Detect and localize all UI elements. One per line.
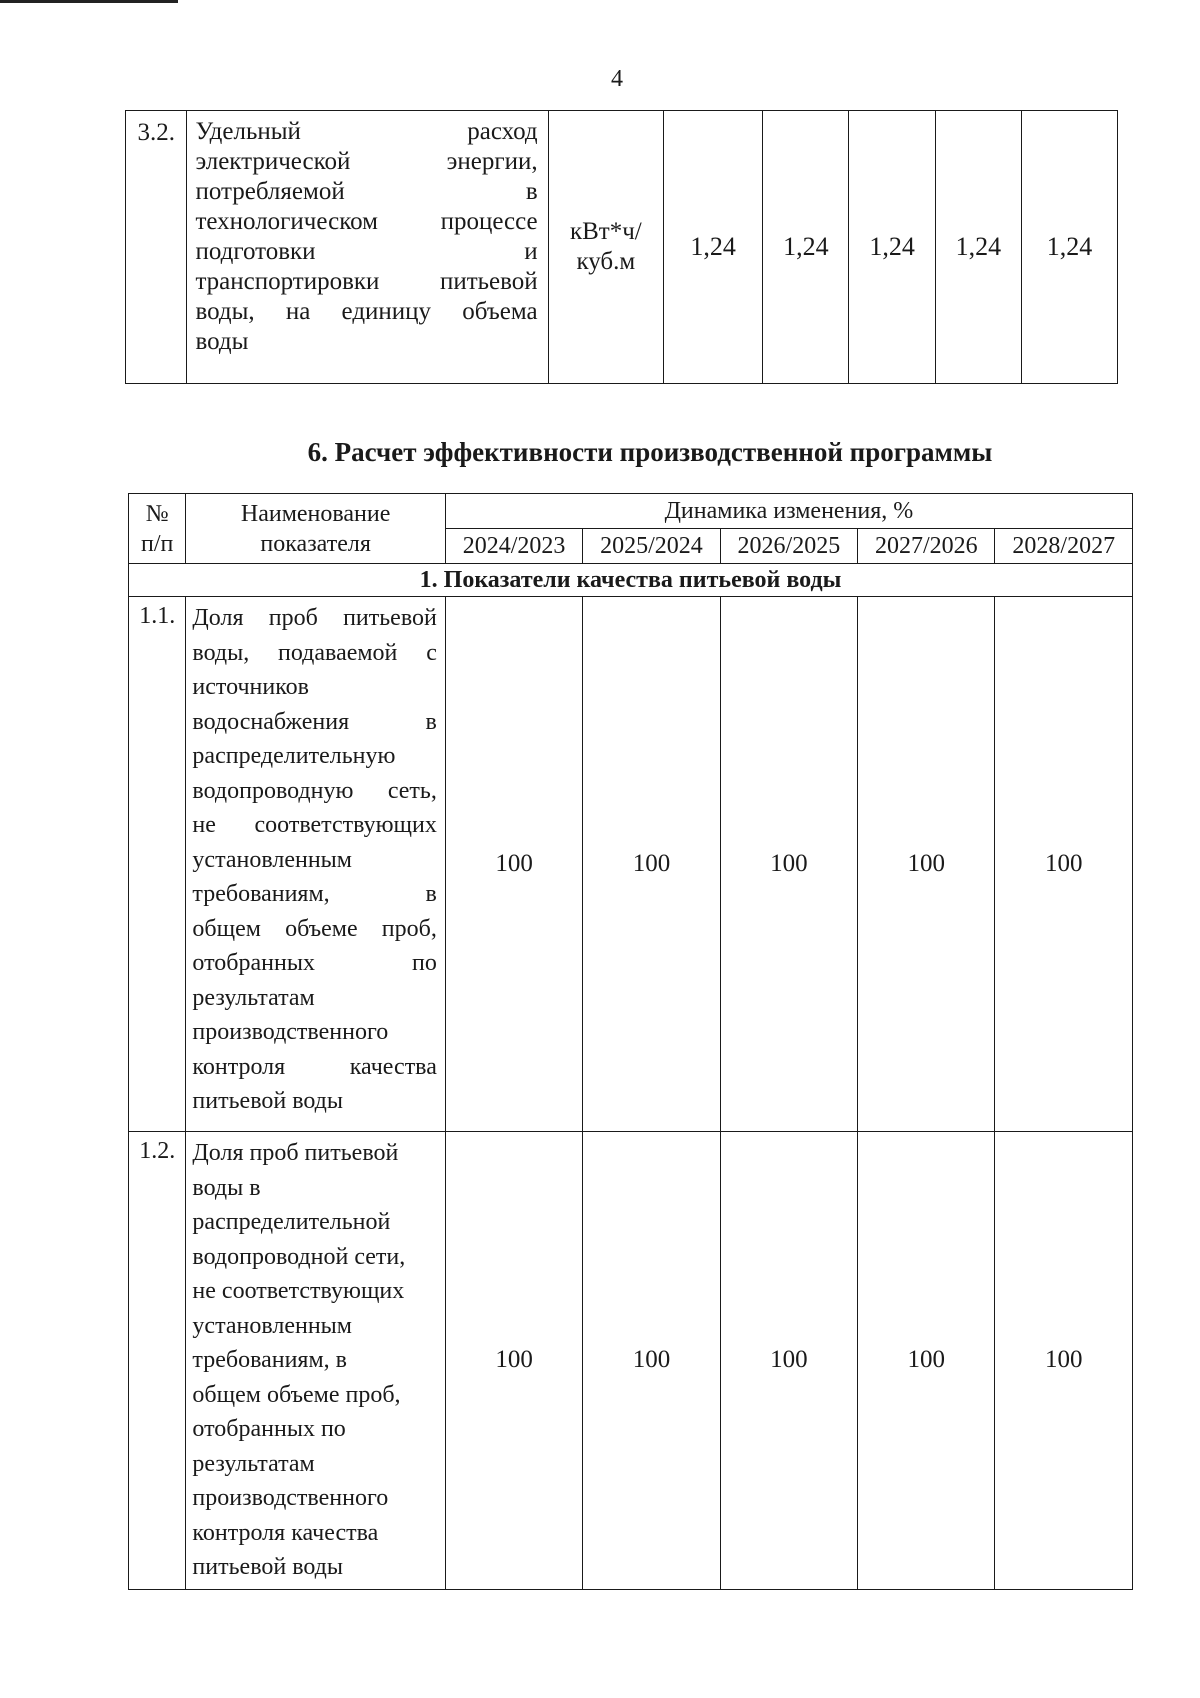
name-line: контроля качества xyxy=(192,1053,437,1080)
name-line: требованиям, в xyxy=(192,1347,347,1373)
row-number: 1.1. xyxy=(129,597,186,1132)
name-line: распределительной xyxy=(192,1209,391,1235)
table-group-row xyxy=(129,564,1133,597)
indicator-name xyxy=(187,111,548,384)
table-row xyxy=(126,111,1118,384)
header-num xyxy=(129,494,186,564)
name-line: воды, подаваемой с xyxy=(192,639,437,666)
unit-line: кВт*ч/ xyxy=(569,218,642,245)
header-dynamics: Динамика изменения, % xyxy=(445,494,1132,529)
name-line: воды xyxy=(195,328,249,355)
name-line: общем объеме проб, xyxy=(192,1381,401,1408)
table-row xyxy=(129,597,1133,1132)
indicator-table-continued xyxy=(125,110,1118,384)
name-line: потребляемой в xyxy=(195,178,538,205)
header-line: п/п xyxy=(141,530,174,557)
header-year: 2026/2025 xyxy=(720,529,857,564)
value-cell: 1,24 xyxy=(664,111,763,384)
value-cell: 100 xyxy=(858,597,995,1132)
name-line: установленным xyxy=(192,846,352,873)
efficiency-table xyxy=(128,493,1133,1590)
value-cell: 100 xyxy=(995,597,1133,1132)
name-line: водоснабжения в xyxy=(192,708,437,735)
name-line: результатам xyxy=(192,1450,315,1477)
name-line: установленным xyxy=(192,1312,352,1339)
scan-edge-line xyxy=(0,0,178,3)
name-line: контроля качества xyxy=(192,1519,379,1546)
name-line: питьевой воды xyxy=(192,1554,344,1580)
value-cell: 100 xyxy=(583,1132,720,1590)
name-line: электрической энергии, xyxy=(195,148,538,175)
value-cell: 1,24 xyxy=(849,111,935,384)
name-line: Удельный расход xyxy=(195,118,538,145)
header-name xyxy=(186,494,445,564)
section-title: 6. Расчет эффективности производственной программы xyxy=(307,437,993,467)
table-row xyxy=(129,1132,1133,1590)
name-line: источников xyxy=(192,674,309,700)
name-line: требованиям, в xyxy=(192,881,437,907)
indicator-name xyxy=(186,597,445,1132)
name-line: Доля проб питьевой xyxy=(192,1140,399,1166)
name-line: общем объеме проб, xyxy=(192,915,437,942)
name-line: производственного xyxy=(192,1019,389,1045)
value-cell: 100 xyxy=(858,1132,995,1590)
table-header-row xyxy=(129,494,1133,529)
name-line: производственного xyxy=(192,1485,389,1511)
header-line: Наименование xyxy=(240,500,391,527)
name-line: технологическом процессе xyxy=(195,208,538,235)
value-cell: 100 xyxy=(720,597,857,1132)
name-line: отобранных по xyxy=(192,950,437,976)
value-cell: 1,24 xyxy=(935,111,1021,384)
header-line: показателя xyxy=(260,530,371,557)
name-line: воды, на единицу объема xyxy=(195,298,538,325)
header-year: 2024/2023 xyxy=(445,529,582,564)
name-line: не соответствующих xyxy=(192,812,437,838)
value-cell: 100 xyxy=(720,1132,857,1590)
value-cell: 1,24 xyxy=(1021,111,1117,384)
value-cell: 100 xyxy=(445,597,582,1132)
value-cell: 100 xyxy=(583,597,720,1132)
name-line: водопроводную сеть, xyxy=(192,777,437,804)
name-line: результатам xyxy=(192,984,315,1011)
name-line: отобранных по xyxy=(192,1416,346,1442)
header-year: 2025/2024 xyxy=(583,529,720,564)
name-line: распределительную xyxy=(192,743,396,769)
unit-cell xyxy=(548,111,663,384)
value-cell: 100 xyxy=(995,1132,1133,1590)
header-year: 2027/2026 xyxy=(858,529,995,564)
name-line: водопроводной сети, xyxy=(192,1243,406,1270)
name-line: подготовки и xyxy=(195,238,538,265)
page-number: 4 xyxy=(611,66,623,92)
unit-line: куб.м xyxy=(576,248,636,275)
header-line: № xyxy=(145,500,169,527)
name-line: Доля проб питьевой xyxy=(192,605,437,631)
value-cell: 100 xyxy=(445,1132,582,1590)
header-year: 2028/2027 xyxy=(995,529,1133,564)
value-cell: 1,24 xyxy=(763,111,849,384)
name-line: питьевой воды xyxy=(192,1088,344,1114)
name-line: транспортировки питьевой xyxy=(195,268,538,295)
name-line: воды в xyxy=(192,1174,261,1201)
group-title: 1. Показатели качества питьевой воды xyxy=(129,564,1133,597)
row-number: 3.2. xyxy=(126,111,187,384)
name-line: не соответствующих xyxy=(192,1278,405,1304)
indicator-name xyxy=(186,1132,445,1590)
row-number: 1.2. xyxy=(129,1132,186,1590)
